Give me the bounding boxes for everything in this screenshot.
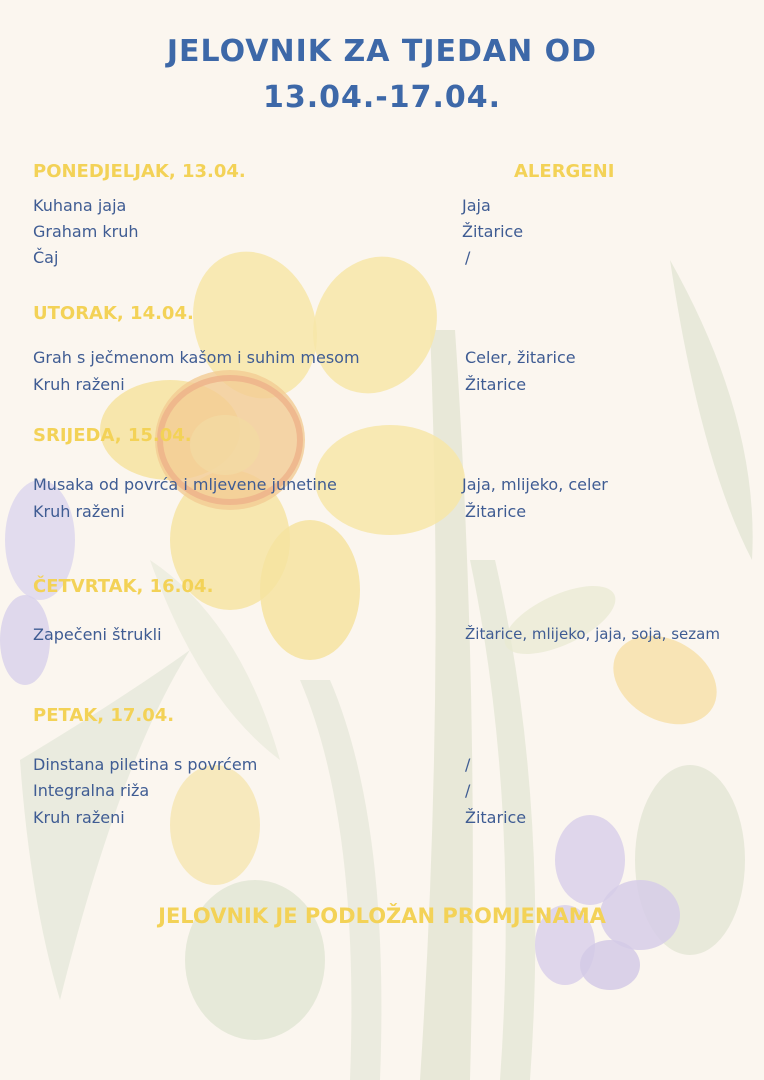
day-heading-friday: PETAK, 17.04. bbox=[33, 705, 175, 726]
allergens: / bbox=[465, 248, 471, 267]
allergens: Žitarice bbox=[462, 222, 524, 241]
allergens: Jaja, mlijeko, celer bbox=[462, 475, 608, 494]
dish: Graham kruh bbox=[33, 222, 139, 241]
allergens: Žitarice, mlijeko, jaja, soja, sezam bbox=[465, 625, 720, 643]
day-heading-tuesday: UTORAK, 14.04. bbox=[33, 303, 194, 324]
allergens: / bbox=[465, 755, 471, 774]
dish: Kruh raženi bbox=[33, 808, 125, 827]
dish: Musaka od povrća i mljevene junetine bbox=[33, 475, 337, 494]
allergens-header: ALERGENI bbox=[514, 161, 615, 182]
dish: Dinstana piletina s povrćem bbox=[33, 755, 258, 774]
allergens: Jaja bbox=[462, 196, 491, 215]
allergens: Žitarice bbox=[465, 502, 527, 521]
day-heading-monday: PONEDJELJAK, 13.04. bbox=[33, 161, 246, 182]
dish: Kruh raženi bbox=[33, 502, 125, 521]
dish: Zapečeni štrukli bbox=[33, 625, 162, 644]
allergens: / bbox=[465, 781, 471, 800]
dish: Grah s ječmenom kašom i suhim mesom bbox=[33, 348, 360, 367]
day-heading-wednesday: SRIJEDA, 15.04. bbox=[33, 425, 192, 446]
dish: Kruh raženi bbox=[33, 375, 125, 394]
page-title-line2: 13.04.-17.04. bbox=[262, 80, 502, 115]
allergens: Celer, žitarice bbox=[465, 348, 576, 367]
day-heading-thursday: ČETVRTAK, 16.04. bbox=[33, 576, 214, 597]
page-title-line1: JELOVNIK ZA TJEDAN OD bbox=[166, 34, 598, 69]
dish: Čaj bbox=[33, 248, 59, 267]
allergens: Žitarice bbox=[465, 375, 527, 394]
allergens: Žitarice bbox=[465, 808, 527, 827]
dish: Kuhana jaja bbox=[33, 196, 127, 215]
footer-notice: JELOVNIK JE PODLOŽAN PROMJENAMA bbox=[158, 904, 606, 928]
dish: Integralna riža bbox=[33, 781, 150, 800]
